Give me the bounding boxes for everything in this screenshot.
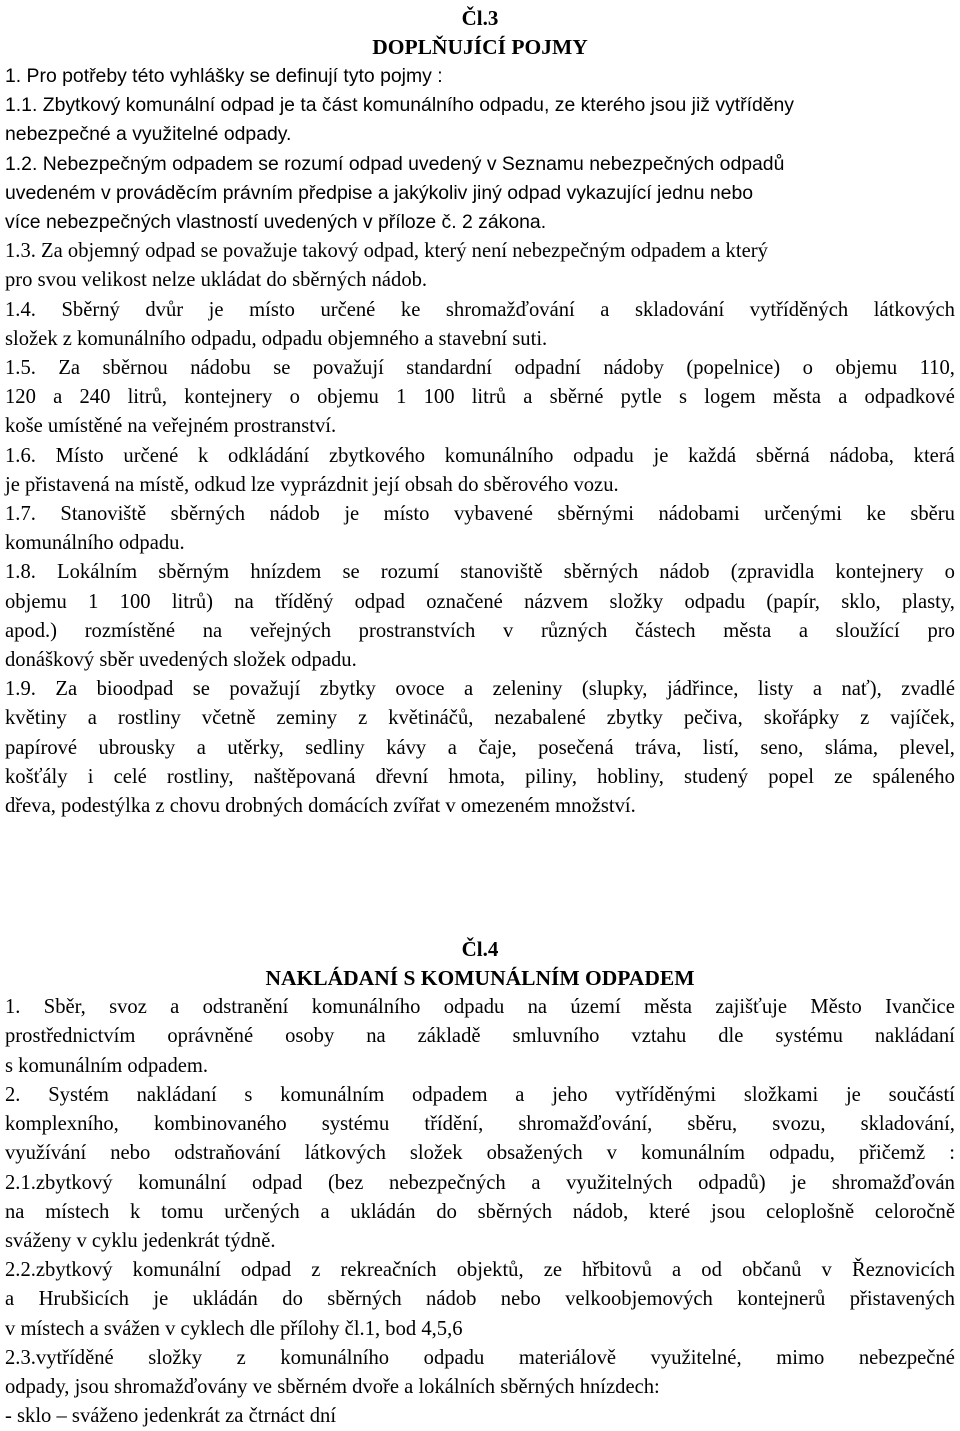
article-3-body	[5, 62, 955, 821]
text-line: je přistavená na místě, odkud lze vyprázdnit její obsah do sběrového vozu.	[5, 473, 619, 496]
text-line-justified: 1.5. Za sběrnou nádobu se považují standardní odpadní nádoby (popelnice) o objemu 110,	[5, 357, 955, 380]
text-line-justified: 2.2.zbytkový komunální odpad z rekreačních objektů, ze hřbitovů a od občanů v Řeznovicích	[5, 1259, 955, 1282]
text-line: 1.1. Zbytkový komunální odpad je ta část komunálního odpadu, ze kterého jsou již vytříděny	[5, 94, 795, 117]
article-4-title: NAKLÁDANÍ S KOMUNÁLNÍM ODPADEM	[265, 966, 695, 991]
text-line: s komunálním odpadem.	[5, 1054, 209, 1077]
section-spacer	[5, 821, 955, 935]
text-line-justified: papírové ubrousky a utěrky, sedliny kávy a čaje, posečená tráva, listí, seno, sláma, plevel,	[5, 736, 955, 759]
article-3-title: DOPLŇUJÍCÍ POJMY	[372, 35, 588, 59]
text-line-justified: 1.7. Stanoviště sběrných nádob je místo vybavené sběrnými nádobami určenými ke sběru	[5, 503, 955, 526]
text-line-justified: prostřednictvím oprávněné osoby na základě smluvního vztahu dle systému nakládaní	[5, 1025, 955, 1048]
text-line-justified: 1.4. Sběrný dvůr je místo určené ke shromažďování a skladování vytříděných látkových	[5, 298, 955, 321]
text-line-justified: 1.8. Lokálním sběrným hnízdem se rozumí stanoviště sběrných nádob (zpravidla kontejnery o	[5, 561, 955, 584]
text-line: - sklo – sváženo jedenkrát za čtrnáct dní	[5, 1405, 337, 1428]
text-line-justified: komplexního, kombinovaného systému třídění, shromažďování, sběru, svozu, skladování,	[5, 1113, 955, 1136]
text-line: v místech a svážen v cyklech dle přílohy čl.1, bod 4,5,6	[5, 1317, 463, 1340]
text-line: donáškový sběr uvedených složek odpadu.	[5, 649, 357, 672]
text-line: odpady, jsou shromažďovány ve sběrném dvoře a lokálních sběrných hnízdech:	[5, 1375, 660, 1398]
text-line: sváženy v cyklu jedenkrát týdně.	[5, 1229, 276, 1252]
text-line-justified: 120 a 240 litrů, kontejnery o objemu 1 100 litrů a sběrné pytle s logem města a odpadkové	[5, 386, 955, 409]
text-line-justified: 1. Sběr, svoz a odstranění komunálního odpadu na území města zajišťuje Město Ivančice	[5, 996, 955, 1019]
text-line: pro svou velikost nelze ukládat do sběrných nádob.	[5, 269, 428, 292]
text-line-justified: 2. Systém nakládaní s komunálním odpadem a jeho vytříděnými složkami je součástí	[5, 1083, 955, 1106]
text-line: 1. Pro potřeby této vyhlášky se definují tyto pojmy :	[5, 65, 443, 87]
text-line: složek z komunálního odpadu, odpadu objemného a stavební suti.	[5, 327, 548, 350]
text-line-justified: košťály i celé rostliny, naštěpovaná dřevní hmota, piliny, hobliny, studený popel ze spáleného	[5, 765, 955, 788]
text-line-justified: apod.) rozmístěné na veřejných prostranstvích v různých částech města a sloužící pro	[5, 619, 955, 642]
text-line: komunálního odpadu.	[5, 532, 185, 555]
text-line: dřeva, podestýlka z chovu drobných domácích zvířat v omezeném množství.	[5, 795, 636, 818]
article-4-number: Čl.4	[461, 937, 499, 962]
text-line: nebezpečné a využitelné odpady.	[5, 123, 292, 146]
text-line: uvedeném v prováděcím právním předpise a jakýkoliv jiný odpad vykazující jednu nebo	[5, 181, 754, 204]
article-4-body	[5, 993, 955, 1431]
text-line-justified: využívání nebo odstraňování látkových složek obsažených v komunálním odpadu, přičemž :	[5, 1142, 955, 1165]
text-line-justified: na místech k tomu určených a ukládán do sběrných nádob, které jsou celoplošně celoročně	[5, 1200, 955, 1223]
article-3-number: Čl.3	[461, 6, 499, 30]
text-line: více nebezpečných vlastností uvedených v příloze č. 2 zákona.	[5, 211, 547, 234]
document-page	[5, 4, 955, 1431]
text-line: 1.3. Za objemný odpad se považuje takový odpad, který není nebezpečným odpadem a který	[5, 240, 768, 263]
text-line: 1.2. Nebezpečným odpadem se rozumí odpad uvedený v Seznamu nebezpečných odpadů	[5, 152, 785, 175]
text-line-justified: 1.6. Místo určené k odkládání zbytkového komunálního odpadu je každá sběrná nádoba, která	[5, 444, 955, 467]
text-line: koše umístěné na veřejném prostranství.	[5, 415, 337, 438]
text-line-justified: 2.1.zbytkový komunální odpad (bez nebezpečných a využitelných odpadů) je shromažďován	[5, 1171, 955, 1194]
text-line-justified: 2.3.vytříděné složky z komunálního odpadu materiálově využitelné, mimo nebezpečné	[5, 1346, 955, 1369]
text-line-justified: květiny a rostliny včetně zeminy z květináčů, nezabalené zbytky pečiva, skořápky z vajíček,	[5, 707, 955, 730]
text-line-justified: a Hrubšicích je ukládán do sběrných nádob nebo velkoobjemových kontejnerů přistavených	[5, 1288, 955, 1311]
text-line-justified: 1.9. Za bioodpad se považují zbytky ovoce a zeleniny (slupky, jádřince, listy a nať), zvadlé	[5, 678, 955, 701]
text-line-justified: objemu 1 100 litrů) na tříděný odpad označené názvem složky odpadu (papír, sklo, plasty,	[5, 590, 955, 613]
